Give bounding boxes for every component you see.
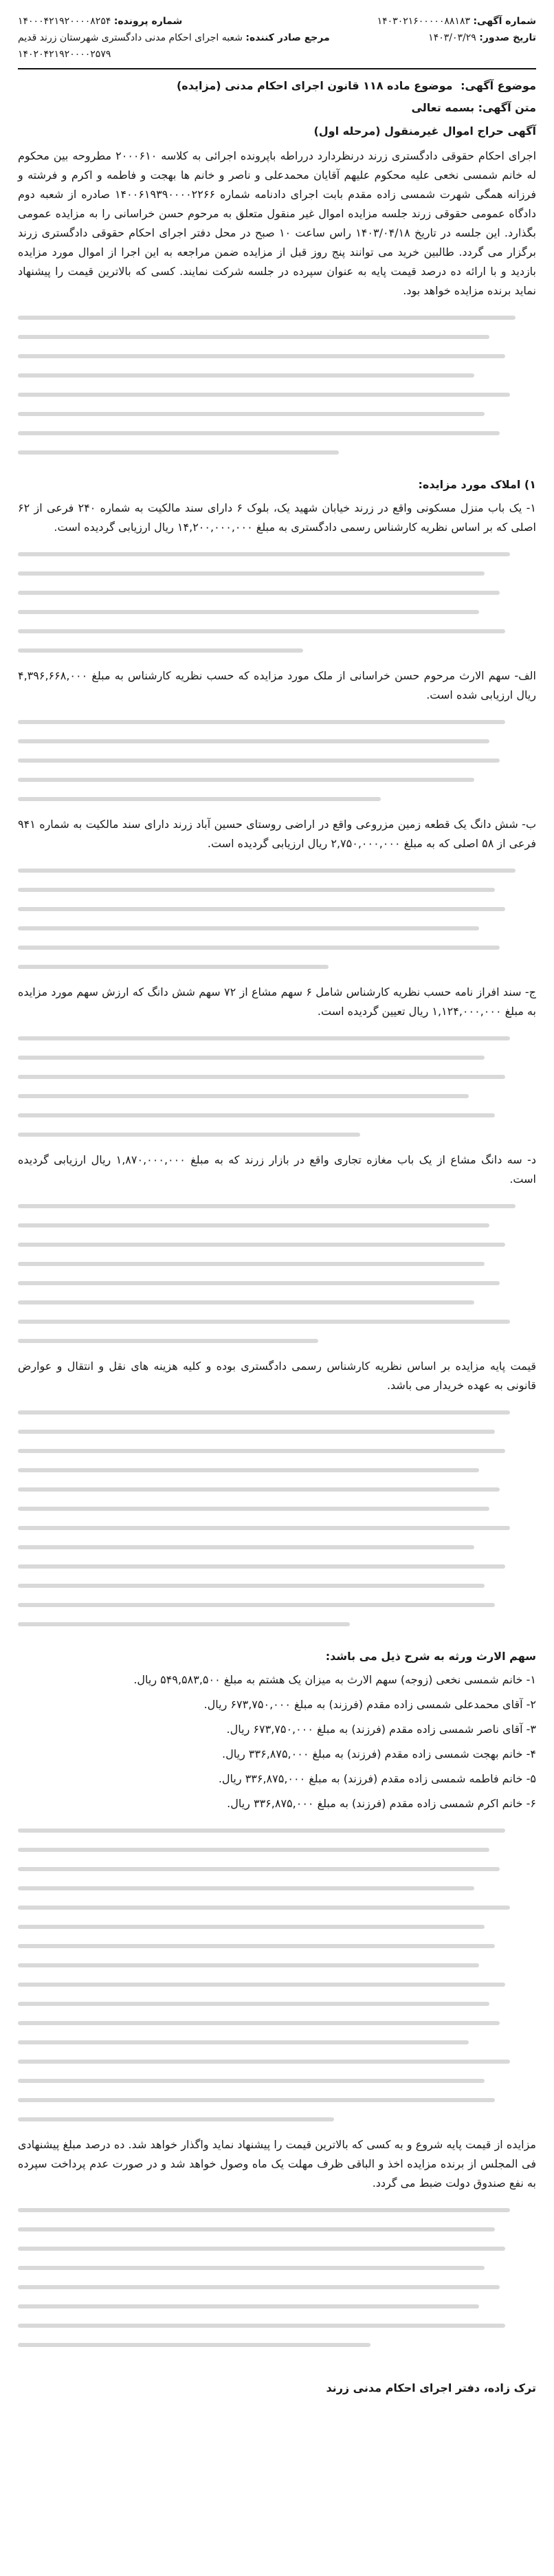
notice-subject [18, 76, 536, 96]
property-item-4: ج- سند افراز نامه حسب نظریه کارشناس شامل ۶ سهم مشاع از ۷۲ سهم شش دانگ که ارزش سهم مورد مزایده به مبلغ ۱,۱۲۴,۰۰۰,۰۰۰ ریال تعیین گردیده است. [18, 985, 536, 1018]
placeholder-property-2-details [18, 710, 536, 815]
notice-signature: ترک زاده، دفتر اجرای احکام مدنی زرند [326, 2381, 536, 2395]
header-left-column [18, 14, 330, 63]
inheritance-share-1: ۱- خانم شمسی نخعی (زوجه) سهم الارث به میزان یک هشتم به مبلغ ۵۴۹,۵۸۳,۵۰۰ ریال. [133, 1673, 536, 1687]
inheritance-shares-heading: سهم الارث ورثه به شرح ذیل می باشد: [325, 1650, 536, 1663]
inheritance-share-2: ۲- آقای محمدعلی شمسی زاده مقدم (فرزند) به مبلغ ۶۷۳,۷۵۰,۰۰۰ ریال. [203, 1698, 536, 1712]
notice-number [377, 14, 536, 30]
conclusion-paragraph: مزایده از قیمت پایه شروع و به کسی که بالاترین قیمت را پیشنهاد نماید واگذار خواهد شد. ده درصد مبلغ پیشنهادی فی المجلس از برنده مزایده اخذ و الباقی ظرف مهلت یک ماه وصول خواهد شد و در صورت عدم پرداخت سپرده به نفع صندوق دولت ضبط می گردد. [18, 2138, 536, 2190]
price-basis-paragraph: قیمت پایه مزایده بر اساس نظریه کارشناس رسمی دادگستری بوده و کلیه هزینه های نقل و انتقال و عوارض قانونی به عهده خریدار می باشد. [18, 1360, 536, 1393]
placeholder-property-3-details [18, 859, 536, 983]
issuing-authority-label: مرجع صادر کننده: [245, 32, 330, 43]
file-number-value: ۱۴۰۰۰۴۲۱۹۲۰۰۰۰۸۲۵۴ [18, 16, 111, 27]
placeholder-property-4-details [18, 1027, 536, 1150]
notice-basmala: متن آگهی: بسمه تعالی [411, 101, 536, 115]
header-divider [18, 68, 536, 69]
property-item-5: د- سه دانگ مشاع از یک باب مغازه تجاری واقع در بازار زرند که به مبلغ ۱,۸۷۰,۰۰۰,۰۰۰ ریال ارزیابی گردیده است. [18, 1153, 536, 1186]
notice-title: آگهی حراج اموال غیرمنقول (مرحله اول) [313, 124, 536, 138]
placeholder-property-1-details [18, 543, 536, 666]
inheritance-share-5: ۵- خانم فاطمه شمسی زاده مقدم (فرزند) به مبلغ ۳۳۶,۸۷۵,۰۰۰ ریال. [218, 1772, 536, 1786]
header-right-column [377, 14, 536, 47]
file-number [18, 14, 330, 30]
property-item-2: الف- سهم الارث مرحوم حسن خراسانی از ملک مورد مزایده که حسب نظریه کارشناس به مبلغ ۴,۳۹۶,۶۶۸,۰۰۰ ریال ارزیابی شده است. [18, 669, 536, 702]
property-item-3: ب- شش دانگ یک قطعه زمین مزروعی واقع در اراضی روستای حسین آباد زرند دارای سند مالکیت به شماره ۹۴۱ فرعی از ۵۸ اصلی که به مبلغ ۲,۷۵۰,۰۰۰,۰۰۰ ریال ارزیابی گردیده است. [18, 818, 536, 851]
notice-number-value: ۱۴۰۳۰۲۱۶۰۰۰۰۰۸۸۱۸۳ [377, 16, 470, 27]
notice-header [18, 14, 536, 63]
notice-subject-label: موضوع آگهی: [461, 79, 536, 93]
intro-paragraph: اجرای احکام حقوقی دادگستری زرند درنظردارد درراطه باپرونده اجرائی به کلاسه ۲۰۰۰۶۱۰ مطروحه بین محکوم له خانم شمسی نخعی علیه محکوم علیهم آقایان محمدعلی و ناصر و خانم ها بهجت و فاطمه و اکرم و فرشته و فرزانه همگی شهرت شمسی زاده مقدم بابت اجرای دادنامه شماره ۱۴۰۰۶۱۹۳۹۰۰۰۰۲۲۶۶ صادره از شعبه دوم دادگاه عمومی حقوقی زرند جلسه مزایده اموال غیر منقول متعلق به مرحوم حسن خراسانی را به مزایده عمومی بگذارد. این جلسه در تاریخ ۱۴۰۳/۰۴/۱۸ راس ساعت ۱۰ صبح در محل دفتر اجرای احکام حقوقی دادگستری زرند برگزار می گردد. طالبین خرید می توانند پنج روز قبل از مزایده ضمن مراجعه به این اجرا از اموال مورد مزایده بازدید و با ارائه ده درصد قیمت پایه به عنوان سپرده در جلسه شرکت نمایند. کسی که بالاترین قیمت را پیشنهاد نماید برنده مزایده خواهد بود. [18, 149, 537, 298]
issue-date [377, 30, 536, 47]
issuing-authority [18, 30, 330, 47]
inheritance-share-3: ۳- آقای ناصر شمسی زاده مقدم (فرزند) به مبلغ ۶۷۳,۷۵۰,۰۰۰ ریال. [226, 1723, 536, 1736]
notice-number-label: شماره آگهی: [473, 16, 536, 27]
placeholder-intro-continued [18, 306, 536, 468]
issue-date-value: ۱۴۰۳/۰۳/۲۹ [428, 32, 476, 43]
property-item-1: ۱- یک باب منزل مسکونی واقع در زرند خیابان شهید یک، بلوک ۶ دارای سند مالکیت به شماره ۲۴۰ فرعی از ۶۲ اصلی که بر اساس نظریه کارشناس رسمی دادگستری به مبلغ ۱۴,۲۰۰,۰۰۰,۰۰۰ ریال ارزیابی گردیده است. [18, 501, 536, 534]
property-heading: ۱) املاک مورد مزایده: [418, 478, 536, 492]
notice-subject-text: موضوع ماده ۱۱۸ قانون اجرای احکام مدنی (مزایده) [176, 79, 453, 93]
document-content [18, 14, 536, 2398]
issuing-authority-value: شعبه اجرای احکام مدنی دادگستری شهرستان زرند قدیم [18, 32, 243, 43]
placeholder-conclusion-continued [18, 2198, 536, 2361]
inheritance-share-6: ۶- خانم اکرم شمسی زاده مقدم (فرزند) به مبلغ ۳۳۶,۸۷۵,۰۰۰ ریال. [227, 1797, 536, 1811]
secondary-number: ۱۴۰۲۰۴۲۱۹۲۰۰۰۰۲۵۷۹ [18, 48, 111, 60]
placeholder-property-5-details [18, 1194, 536, 1357]
inheritance-share-4: ۴- خانم بهجت شمسی زاده مقدم (فرزند) به مبلغ ۳۳۶,۸۷۵,۰۰۰ ریال. [222, 1747, 536, 1761]
placeholder-inheritance-shares-table [18, 1819, 536, 2135]
file-number-label: شماره پرونده: [113, 16, 183, 27]
placeholder-valuation-details [18, 1401, 536, 1640]
issue-date-label: تاریخ صدور: [479, 32, 536, 43]
